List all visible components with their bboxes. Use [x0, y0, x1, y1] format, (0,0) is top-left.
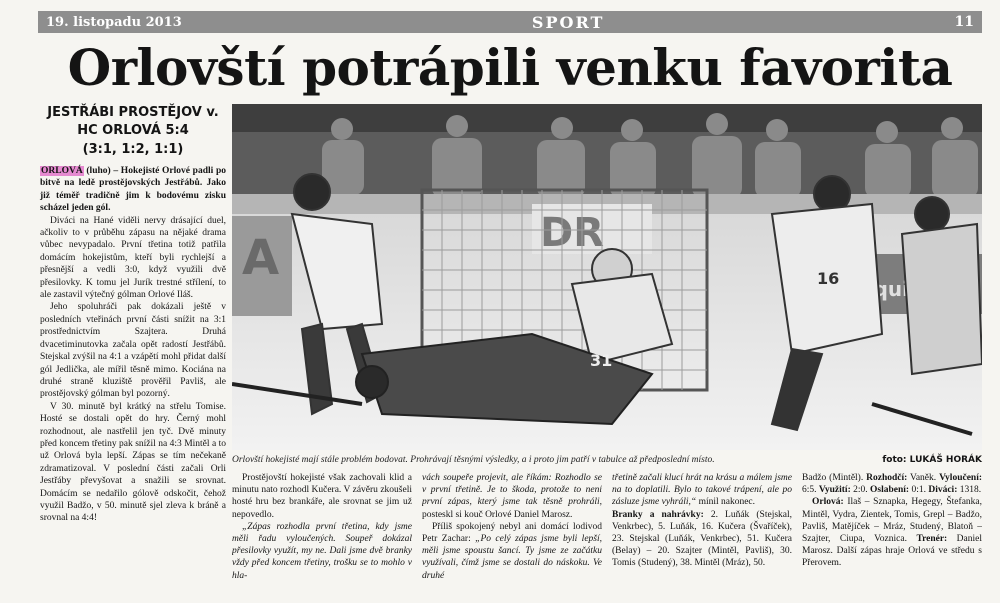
quote-text: vách soupeře projevit, ale říkám: Rozhodlo se v první třetině. Je to škoda, protože to není první zápas, který jsme tak těsně prohráli,: [422, 473, 602, 508]
page-number: 11: [954, 14, 974, 30]
article-columns: [232, 472, 982, 600]
quote-attribution: mínil nakonec.: [696, 497, 756, 508]
quote-paragraph: „Zápas rozhodla první třetina, kdy jsme měli řadu vyloučených. Soupeř dokázal přesilovky využít, my ne. Dali jsme dvě branky vždy před koncem třetiny, trošku se to mohlo v hla-: [232, 521, 412, 581]
article-column-1: [232, 472, 412, 600]
coach-value: Daniel Marosz. Další zápas hraje Orlová ve středu s Přerovem.: [802, 534, 982, 569]
goals-list-end: Badžo (Mintěl).: [802, 473, 867, 483]
svg-text:31: 31: [590, 351, 613, 370]
svg-text:A: A: [242, 230, 280, 286]
lineup-label: Orlová:: [812, 497, 844, 508]
article-column-3: [612, 472, 792, 600]
match-teams-line1: JESTŘÁBI PROSTĚJOV v.: [47, 105, 219, 120]
article-column-4: [802, 472, 982, 600]
quote-attribution: posteskl si kouč Orlové Daniel Marosz.: [422, 509, 573, 520]
paragraph-text: Příliš spokojený nebyl ani domácí lodivod Petr Zachar:: [422, 521, 602, 545]
powerplay-value: 2:0.: [850, 485, 871, 496]
referees-value: Vaněk.: [907, 473, 937, 483]
article-column-2: [422, 472, 602, 600]
quote-text: třetině začali klucí hrát na krásu a málem jsme na to doplatili. Bylo to takové trápení, ale po zásluze jsme vyhráli,“: [612, 473, 792, 508]
penalties-value: 6:5.: [802, 485, 819, 496]
shorthanded-value: 0:1.: [909, 485, 929, 496]
coach-label: Trenér:: [916, 534, 948, 545]
match-result: [40, 104, 226, 159]
dateline-location: ORLOVÁ: [41, 166, 83, 176]
photo-caption: Orlovští hokejisté mají stále problém bodovat. Prohrávají těsnými výsledky, a i proto jim patří v tabulce až předposlední místo.: [232, 455, 715, 465]
paragraph: Jeho spoluhráči pak dokázali ještě v posledních vteřinách první části snížit na 3:1 prostřednictvím Szajtera. Druhá dvacetiminutovka začala opět radostí Jestřábů. Stejskal zvýšil na 4:1 a vzápětí mohl přidat další gól Jedlička, ale mířil těsně mimo. Kociána na druhé straně kluziště prověřil Pavliš, ale prostějovský gólman byl pozorný.: [40, 302, 226, 400]
photo-illustration: [232, 104, 982, 450]
lead-paragraph: [40, 165, 226, 215]
issue-date: 19. listopadu 2013: [46, 14, 182, 30]
page-header-bar: [38, 11, 982, 33]
goals-list: 2. Luňák (Stejskal, Venkrbec), 5. Luňák, 16. Kučera (Švaříček), 23. Stejskal (Luňák, Venkrbec), 51. Kučera (Belay) – 20. Szajter (Mintěl, Pavliš), 30. Tomis (Studený), 38. Mintěl (Mráz), 50.: [612, 509, 792, 569]
hockey-photo: [232, 104, 982, 450]
lineup-value: Ilaš – Sznapka, Hegegy, Štefanka, Mintěl, Vydra, Zientek, Tomis, Grepl – Badžo, Pavliš, Matějíček – Mráz, Studený, Blatoň – Szajter, Ciupa, Voznica.: [802, 497, 982, 545]
goals-heading: Branky a nahrávky:: [612, 509, 704, 520]
svg-text:DR: DR: [540, 210, 605, 256]
svg-text:16: 16: [817, 269, 840, 288]
section-title: SPORT: [531, 12, 605, 32]
shorthanded-label: Oslabení:: [870, 485, 910, 496]
attendance-label: Diváci:: [928, 485, 958, 496]
quote-text: „Po celý zápas jsme byli lepší, měli jsme spoustu šancí. Ty jsme ze začátku využívali, čímž jsme se dostali do náskoku. Ve druhé: [422, 534, 602, 581]
penalties-label: Vyloučení:: [939, 473, 982, 483]
lead-text: (luho) – Hokejisté Orlové padli po bitvě na ledě prostějovských Jestřábů. Jako již téměř tradičně jim k bodovému zisku scházel jeden gól.: [40, 166, 226, 214]
article-body-left: [40, 165, 226, 525]
powerplay-label: Využití:: [818, 485, 851, 496]
left-column: [40, 104, 226, 596]
photo-credit: foto: LUKÁŠ HORÁK: [882, 455, 982, 465]
paragraph: Diváci na Hané viděli nervy drásající duel, ačkoliv to v průběhu zápasu na nějaké drama vůbec nevypadalo. První třetina totiž patřila domácím hokejistům, kteří byli rychlejší a přesnější a vedli 3:0, když využili dvě přesilovky. K tomu jel Jurík trestné střílení, to ale zastavil výtečný gólman Orlové Iláš.: [40, 215, 226, 301]
period-scores: (3:1, 1:2, 1:1): [82, 142, 184, 157]
match-teams-line2: HC ORLOVÁ 5:4: [77, 123, 189, 138]
attendance-value: 1318.: [957, 485, 982, 496]
paragraph: V 30. minutě byl krátký na střelu Tomise. Hosté se dostali opět do hry. Černý mohl rozhodnout, ale nastřelil jen tyč. Dvě minuty před koncem třetiny pak snížil na 4:3 Mintěl a to už Orlová byla lepší. Zápas se tím nečekaně zdramatizoval. V poslední části začali Orli Jestřáby převyšovat a snažili se srovnat. Domácím se nedařilo gólově odskočit, čehož využil Badžo, v 50. minutě sjel zleva k bráně a srovnal na 4:4!: [40, 401, 226, 524]
headline: Orlovští potrápili venku favorita: [67, 38, 953, 97]
paragraph: Prostějovští hokejisté však zachovali klid a minutu nato rozhodl Kučera. V závěru zkoušeli hosté hru bez brankáře, ale srovnat se jim už nepovedlo.: [232, 473, 412, 520]
referees-label: Rozhodčí:: [866, 473, 908, 483]
